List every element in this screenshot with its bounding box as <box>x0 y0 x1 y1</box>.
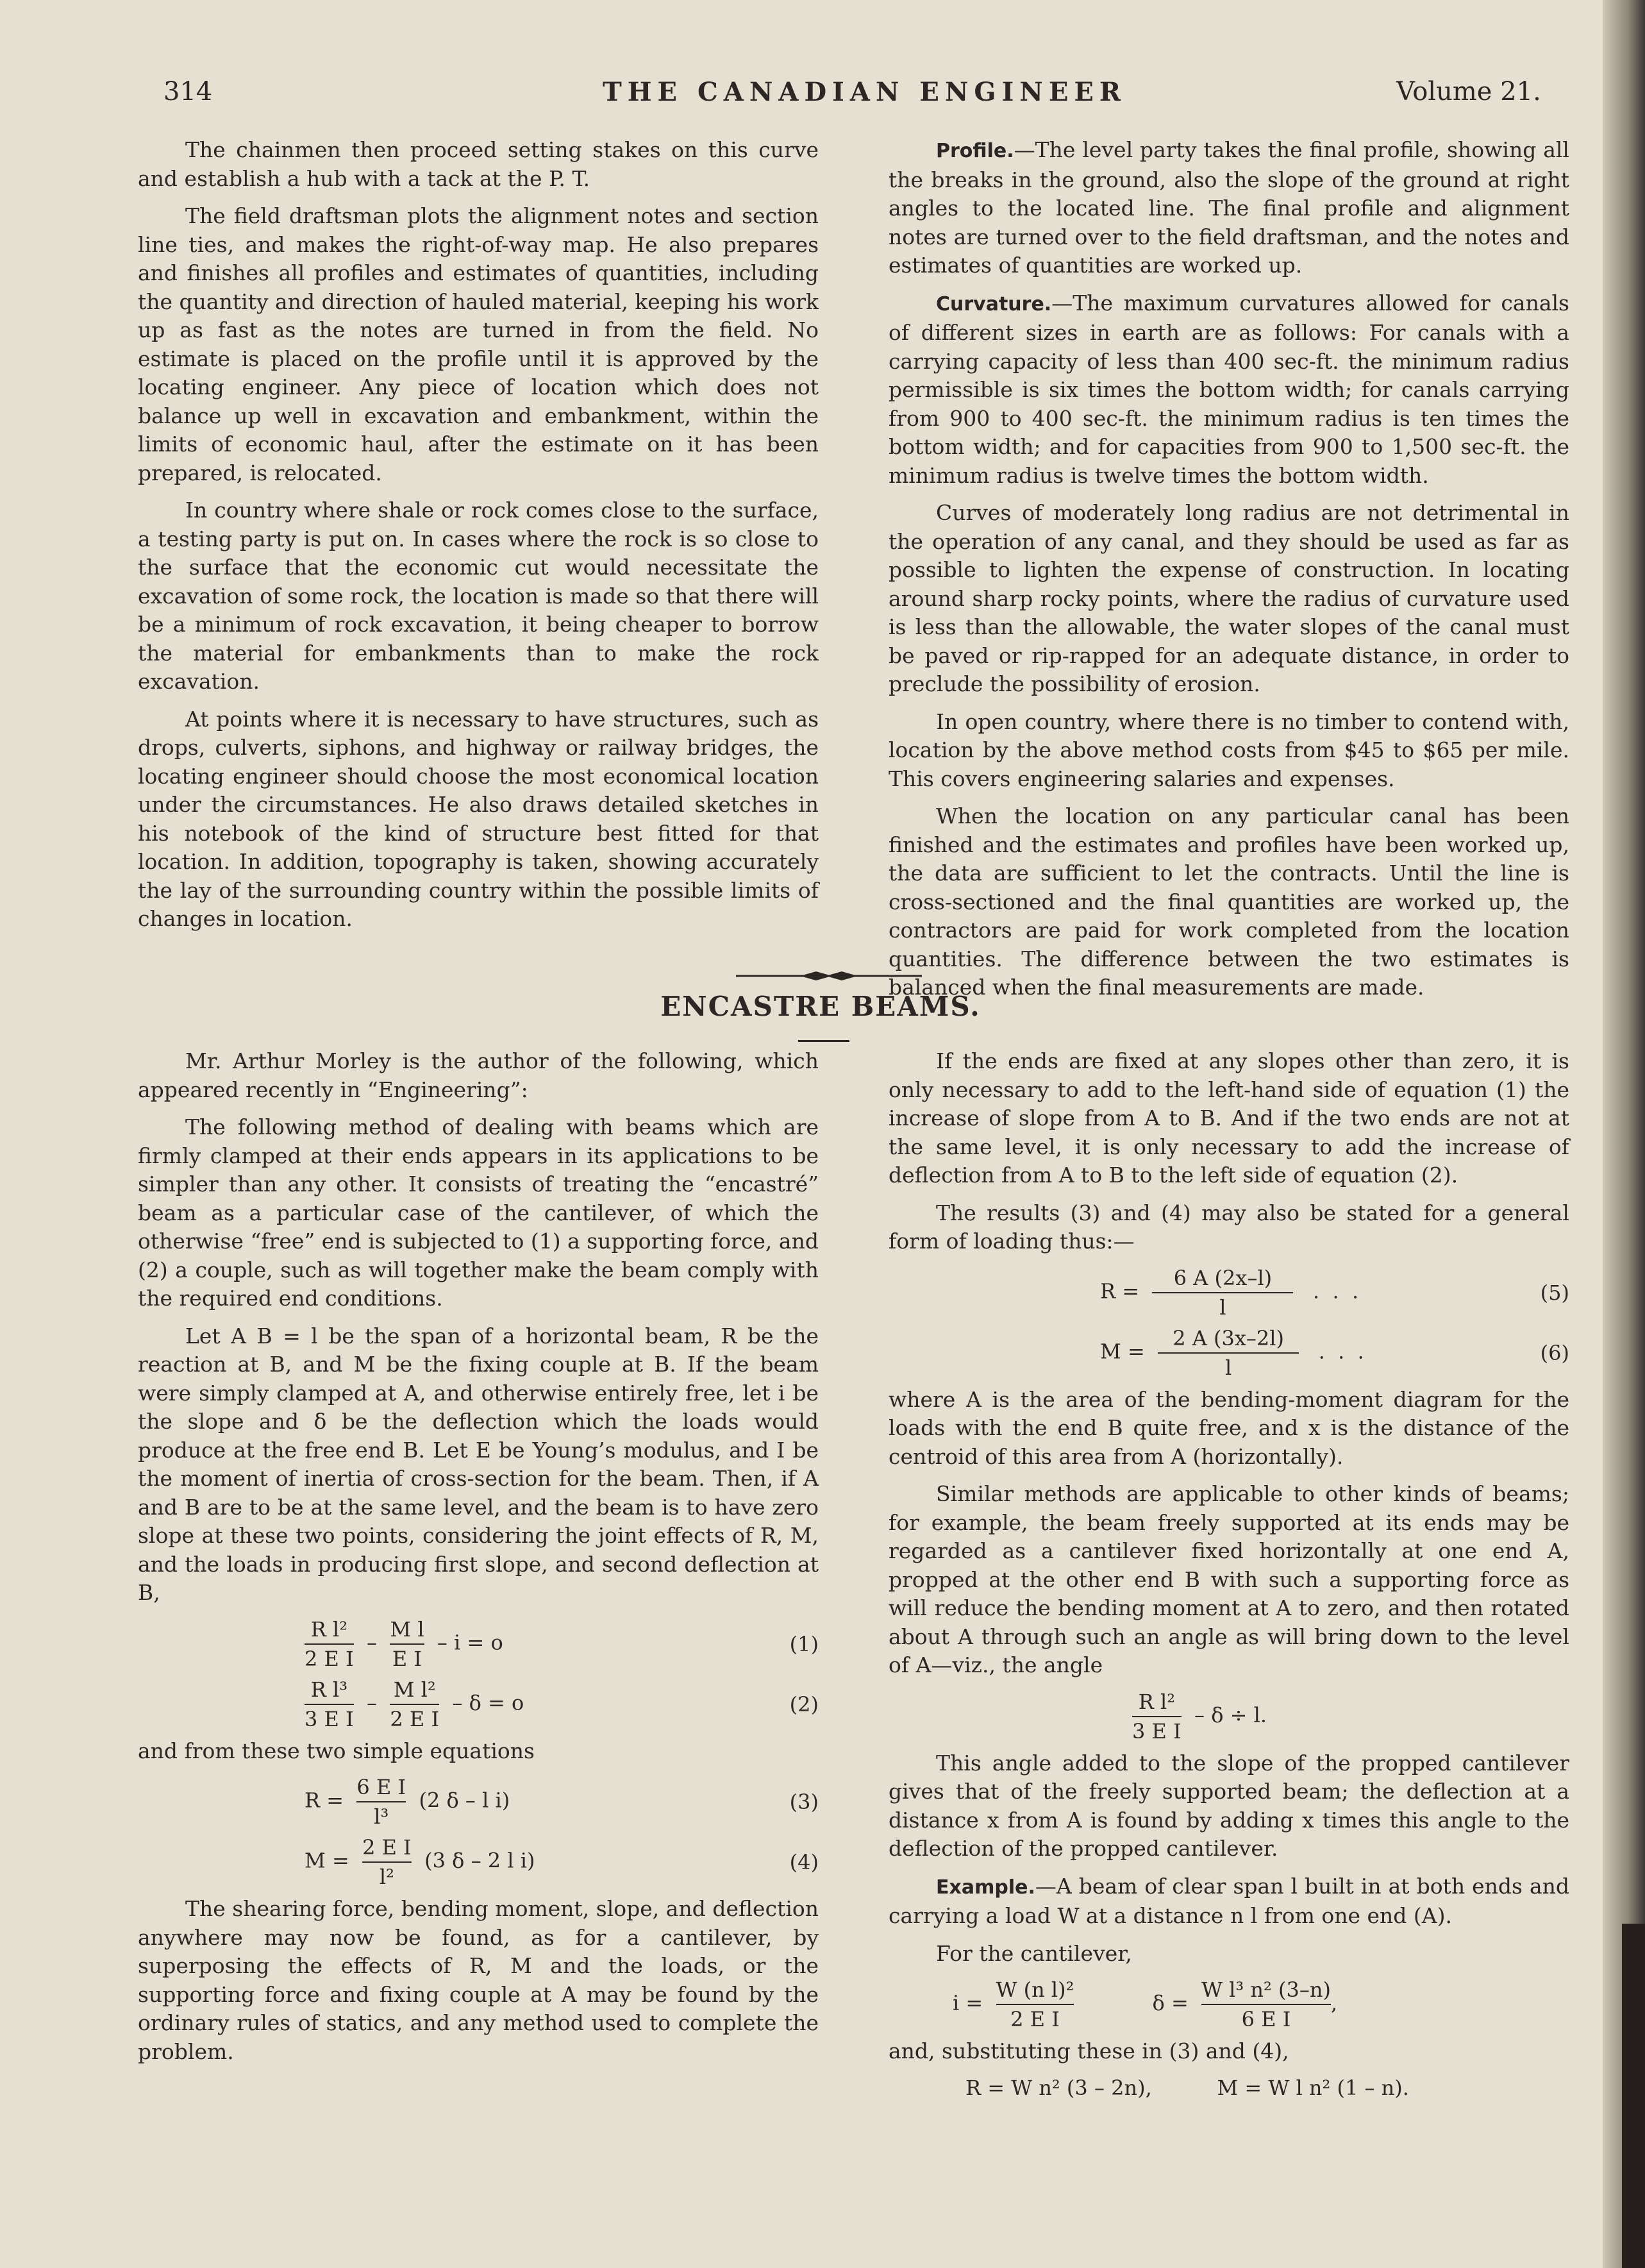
example-paragraph: Example.—A beam of clear span l built in at both ends and carrying a load W at a distance n l from one end (A). <box>889 1873 1569 1928</box>
paragraph: Curves of moderately long radius are not detrimental in the operation of any canal, and they should be used as far as possible to lighten the expense of construction. In locating around sharp rocky points, where the radius of curvature used is less than the allowable, the water slopes of the canal must be paved or rip-rapped for an adequate distance, in order to preclude the possibility of erosion. <box>889 500 1569 696</box>
bottom-left-column <box>138 1047 819 2075</box>
ornament-divider <box>736 970 922 982</box>
equation-3: R = $\frac{\text{6 E I}}{\text{l³}}$ (2 δ – l i) (3) <box>305 1775 819 1829</box>
volume-label: Volume 21. <box>1396 77 1541 106</box>
paragraph: At points where it is necessary to have structures, such as drops, culverts, siphons, and highway or railway bridges, the locating engineer should choose the most economical location under the circumstances. He also draws detailed sketches in his notebook of the kind of structure best fitted for that location. In addition, topography is taken, showing accurately the lay of the surrounding country within the possible limits of changes in location. <box>138 706 819 931</box>
paragraph: The shearing force, bending moment, slope, and deflection anywhere may now be found, as for a cantilever, by superposing the effects of R, M and the loads, or the supporting force and fixing couple at A may be found by the ordinary rules of statics, and any method used to complete the problem. <box>138 1896 819 2064</box>
paragraph: For the cantilever, <box>936 1940 1132 1966</box>
curvature-paragraph: Curvature.—The maximum curvatures allowed for canals of different sizes in earth are as follows: For canals with a carrying capacity of less than 400 sec-ft. the minimum radius permissible is six times the bottom width; for canals carrying from 900 to 400 sec-ft. the minimum radius is ten times the bottom width; and for capacities from 900 to 1,500 sec-ft. the minimum radius is twelve times the bottom width. <box>889 290 1569 488</box>
equation-number: (6) <box>1540 1340 1569 1365</box>
top-left-column <box>138 136 819 943</box>
paragraph: Mr. Arthur Morley is the author of the following, which appeared recently in “Engineering”: <box>138 1048 819 1102</box>
example-heading: Example. <box>936 1876 1035 1899</box>
equation-6: M = $\frac{2 A (3x-2l)}{l}$ . . . (6) <box>1100 1325 1569 1380</box>
section-title: ENCASTRE BEAMS. <box>660 991 981 1022</box>
paragraph: The field draftsman plots the alignment notes and section line ties, and makes the right-of-way map. He also prepares and finishes all profiles and estimates of quantities, including the quantity and direction of hauled material, keeping his work up as fast as the notes are turned in from the field. No estimate is placed on the profile until it is approved by the locating engineer. Any piece of location which does not balance up well in excavation and embankment, within the limits of economic haul, after the estimate on it has been prepared, is relocated. <box>138 203 819 485</box>
page-number: 314 <box>163 77 213 106</box>
paragraph: In open country, where there is no timber to contend with, location by the above method costs from $45 to $65 per mile. This covers engineering salaries and expenses. <box>889 709 1569 791</box>
equation-7: $\frac{\text{R l²}}{\text{3 E I}}$ – δ ÷ l. <box>1132 1689 1267 1743</box>
equation-number: (3) <box>789 1790 819 1814</box>
paragraph: In country where shale or rock comes close to the surface, a testing party is put on. In cases where the rock is so close to the surface that the economic cut would necessitate the excavation of some rock, the location is made so that there will be a minimum of rock excavation, it being cheaper to borrow the material for embankments than to make the rock excavation. <box>138 498 819 694</box>
page-header <box>0 77 1603 115</box>
journal-title: THE CANADIAN ENGINEER <box>603 77 1127 107</box>
paragraph: The chainmen then proceed setting stakes on this curve and establish a hub with a tack at the P. T. <box>138 137 819 191</box>
paragraph: Similar methods are applicable to other kinds of beams; for example, the beam freely supported at its ends may be regarded as a cantilever fixed horizontally at one end A, propped at the other end B with such a supporting force as will reduce the bending moment at A to zero, and then rotated about A through such an angle as will bring down to the level of A—viz., the angle <box>889 1481 1569 1677</box>
binding-shadow <box>1622 1924 1645 2268</box>
paragraph: When the location on any particular canal has been finished and the estimates and profiles have been worked up, the data are sufficient to let the contracts. Until the line is cross-sectioned and the final quantities are worked up, the contractors are paid for work completed from the location quantities. The difference between the two estimates is balanced when the final measurements are made. <box>889 803 1569 1000</box>
paragraph: This angle added to the slope of the propped cantilever gives that of the freely supported beam; the deflection at a distance x from A is found by adding x times this angle to the deflection of the propped cantilever. <box>889 1750 1569 1861</box>
paragraph: and from these two simple equations <box>138 1738 535 1763</box>
paragraph: Let A B = l be the span of a horizontal beam, R be the reaction at B, and M be the fixing couple at B. If the beam were simply clamped at A, and otherwise entirely free, let i be the slope and δ be the deflection which the loads would produce at the free end B. Let E be Young’s modulus, and I be the moment of inertia of cross-section for the beam. Then, if A and B are to be at the same level, and the beam is to have zero slope at these two points, considering the joint effects of R, M, and the loads in producing first slope, and second deflection at B, <box>138 1323 819 1605</box>
equation-8: i = $\frac{\text{W (n l)²}}{\text{2 E I}}$ δ = $\frac{\text{W l³ n² (3–n)}}{\text{6 E I}}$ , <box>953 1978 1338 2031</box>
paragraph: If the ends are fixed at any slopes other than zero, it is only necessary to add to the left-hand side of equation (1) the increase of slope from A to B. And if the two ends are not at the same level, it is only necessary to add the increase of deflection from A to B to the left side of equation (2). <box>889 1048 1569 1188</box>
equation-4: M = $\frac{\text{2 E I}}{\text{l²}}$ (3 δ – 2 l i) (4) <box>305 1835 819 1889</box>
equation-1: $\frac{\text{R l²}}{\text{2 E I}}$ – $\frac{\text{M l}}{\text{E I}}$ – i = o (1) <box>305 1617 819 1671</box>
bottom-right-column <box>889 1047 1569 2106</box>
paragraph: and, substituting these in (3) and (4), <box>889 2038 1289 2063</box>
equation-number: (5) <box>1540 1280 1569 1305</box>
equation-5: R = $\frac{6 A (2x-l)}{l}$ . . . (5) <box>1100 1265 1569 1320</box>
equation-number: (2) <box>789 1692 819 1717</box>
profile-paragraph: Profile.—The level party takes the final profile, showing all the breaks in the ground, also the slope of the ground at right angles to the located line. The final profile and alignment notes are turned over to the field draftsman, and the notes and estimates of quantities are worked up. <box>889 137 1569 278</box>
paragraph: where A is the area of the bending-moment diagram for the loads with the end B quite free, and x is the distance of the centroid of this area from A (horizontally). <box>889 1386 1569 1469</box>
paragraph: The following method of dealing with beams which are firmly clamped at their ends appears in its applications to be simpler than any other. It consists of treating the “encastré” beam as a particular case of the cantilever, of which the otherwise “free” end is subjected to (1) a supporting force, and (2) a couple, such as will together make the beam comply with the required end conditions. <box>138 1114 819 1311</box>
title-rule <box>798 1040 849 1042</box>
paragraph: The results (3) and (4) may also be stated for a general form of loading thus:— <box>889 1200 1569 1254</box>
profile-heading: Profile. <box>936 140 1014 162</box>
equation-9: R = W n² (3 – 2n), M = W l n² (1 – n). <box>965 2075 1409 2100</box>
equation-number: (1) <box>789 1631 819 1656</box>
curvature-heading: Curvature. <box>936 292 1052 315</box>
top-right-column <box>889 136 1569 1011</box>
equation-2: $\frac{\text{R l³}}{\text{3 E I}}$ – $\frac{\text{M l²}}{\text{2 E I}}$ – δ = o (2) <box>305 1677 819 1731</box>
equation-number: (4) <box>789 1850 819 1874</box>
